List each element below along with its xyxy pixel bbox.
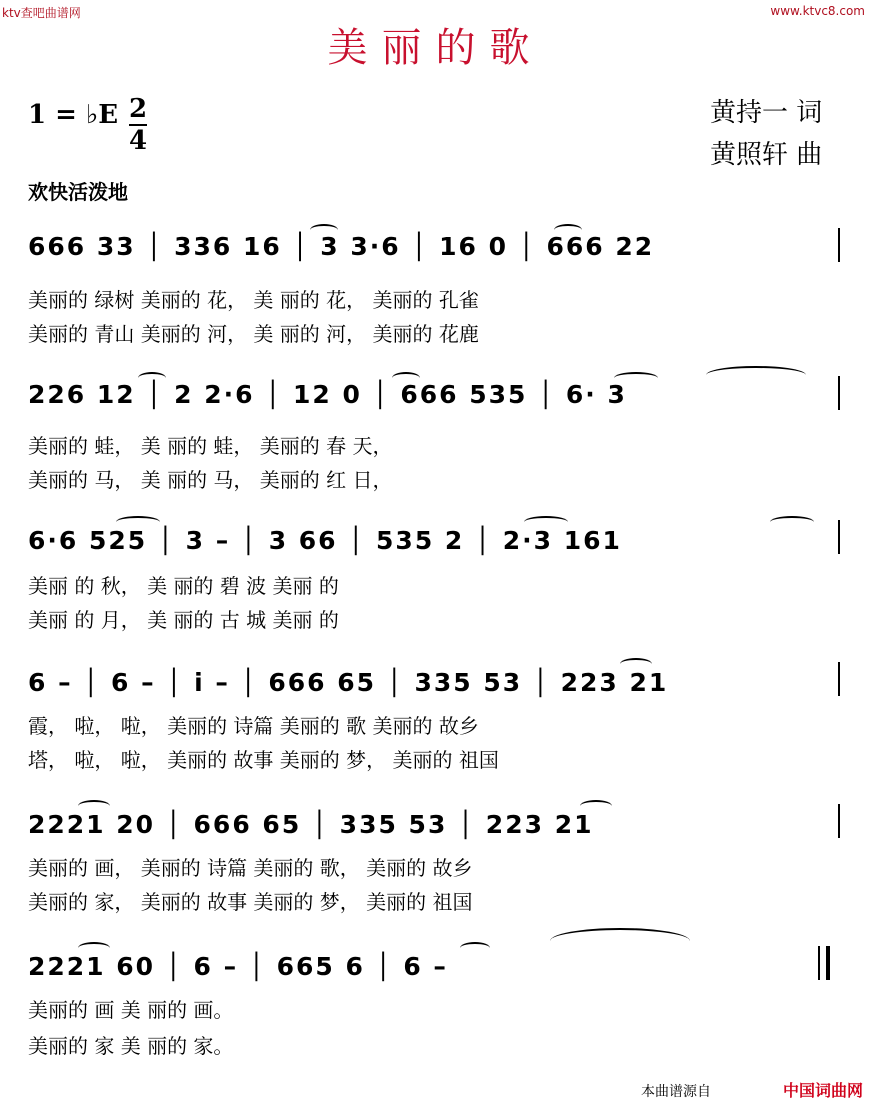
notes-system-2: 226 12 │ 2 2·6 │ 12 0 │ 666 535 │ 6· 3 xyxy=(28,380,627,409)
lyric1-system-1: 美丽的 绿树 美丽的 花， 美 丽的 花， 美丽的 孔雀 xyxy=(28,288,479,312)
notes-system-3: 6·6 525 │ 3 – │ 3 66 │ 535 2 │ 2·3 161 xyxy=(28,526,622,555)
tempo-marking: 欢快活泼地 xyxy=(28,180,128,204)
slur xyxy=(392,372,420,384)
meter-top: 2 xyxy=(128,94,148,124)
notes-system-4: 6 – │ 6 – │ i – │ 666 65 │ 335 53 │ 223 21 xyxy=(28,668,669,697)
slur xyxy=(620,658,652,670)
slur xyxy=(78,800,110,812)
final-barline-thick xyxy=(826,946,830,980)
lyric1-system-2: 美丽的 蛙， 美 丽的 蛙， 美丽的 春 天， xyxy=(28,434,393,458)
notes-system-1: 666 33 │ 336 16 │ 3 3·6 │ 16 0 │ 666 22 xyxy=(28,232,655,261)
lyric2-system-5: 美丽的 家， 美丽的 故事 美丽的 梦， 美丽的 祖国 xyxy=(28,890,473,914)
meter-bottom: 4 xyxy=(128,126,148,156)
slur xyxy=(580,800,612,812)
watermark-right: www.ktvc8.com xyxy=(770,4,865,18)
source-site: 中国词曲网 xyxy=(782,1081,863,1100)
final-barline-thin xyxy=(818,946,820,980)
barline xyxy=(838,804,840,838)
slur xyxy=(554,224,582,236)
lyric1-system-4: 霞， 啦， 啦， 美丽的 诗篇 美丽的 歌 美丽的 故乡 xyxy=(28,714,479,738)
lyric2-system-1: 美丽的 青山 美丽的 河， 美 丽的 河， 美丽的 花鹿 xyxy=(28,322,479,346)
tie xyxy=(706,366,806,384)
slur xyxy=(116,516,160,528)
tie xyxy=(550,928,690,954)
lyric1-system-5: 美丽的 画， 美丽的 诗篇 美丽的 歌， 美丽的 故乡 xyxy=(28,856,473,880)
slur xyxy=(460,942,490,954)
lyricist-credit: 黄持一 词 xyxy=(710,98,823,128)
lyric2-system-4: 塔， 啦， 啦， 美丽的 故事 美丽的 梦， 美丽的 祖国 xyxy=(28,748,499,772)
lyric1-system-3: 美丽 的 秋， 美 丽的 碧 波 美丽 的 xyxy=(28,574,339,598)
slur xyxy=(524,516,568,528)
lyric2-system-3: 美丽 的 月， 美 丽的 古 城 美丽 的 xyxy=(28,608,339,632)
composer-credit: 黄照轩 曲 xyxy=(710,140,823,170)
song-title: 美丽的歌 xyxy=(327,25,544,71)
lyric2-system-6: 美丽的 家 美 丽的 家。 xyxy=(28,1034,234,1058)
slur xyxy=(770,516,814,528)
notes-system-5: 2221 20 │ 666 65 │ 335 53 │ 223 21 xyxy=(28,810,594,839)
lyric2-system-2: 美丽的 马， 美 丽的 马， 美丽的 红 日， xyxy=(28,468,393,492)
source-label: 本曲谱源自 xyxy=(641,1084,711,1100)
time-signature xyxy=(128,94,148,156)
lyric1-system-6: 美丽的 画 美 丽的 画。 xyxy=(28,998,234,1022)
watermark-left: ktv查吧曲谱网 xyxy=(2,6,81,20)
barline xyxy=(838,228,840,262)
barline xyxy=(838,376,840,410)
notes-system-6: 2221 60 │ 6 – │ 665 6 │ 6 – xyxy=(28,952,448,981)
key-signature: 1 = ♭E xyxy=(28,100,119,130)
slur xyxy=(138,372,166,384)
slur xyxy=(310,224,338,236)
barline xyxy=(838,520,840,554)
slur xyxy=(78,942,110,954)
barline xyxy=(838,662,840,696)
slur xyxy=(614,372,658,384)
